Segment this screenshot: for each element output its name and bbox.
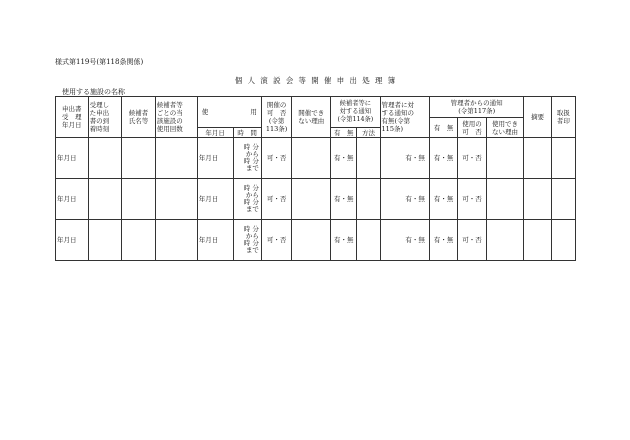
- header-use-count: 候補者等 ごとの当 該施設の 使用回数: [155, 97, 197, 138]
- cell-notice-manager: 有・無: [380, 179, 429, 220]
- cell-fm-yes-no: 有・無: [429, 138, 457, 179]
- cell-fm-use: 可・否: [458, 138, 486, 179]
- cell-nc-yes-no: 有・無: [331, 220, 357, 261]
- cell-use-time: 時 分 から 時 分 まで: [233, 220, 261, 261]
- cell-arrival-time: [88, 220, 122, 261]
- header-notice-candidate: 候補者等に 対する通知 (令第114条): [331, 97, 380, 128]
- cell-remarks: [524, 138, 551, 179]
- cell-use-date: 年月日: [197, 220, 233, 261]
- cell-notice-manager: 有・無: [380, 138, 429, 179]
- cell-nc-method: [357, 179, 380, 220]
- cell-use-time: 時 分 から 時 分 まで: [233, 138, 261, 179]
- header-fm-use: 使用の 可 否: [458, 118, 486, 138]
- cell-reason-not-held: [292, 220, 331, 261]
- facility-name-label: 使用する施設の名称: [62, 88, 125, 96]
- cell-possible: 可・否: [261, 220, 291, 261]
- cell-nc-method: [357, 138, 380, 179]
- header-fm-yes-no: 有 無: [429, 118, 457, 138]
- header-use-time: 時 間: [233, 128, 261, 138]
- header-from-manager: 管理者からの通知 (令第117条): [429, 97, 524, 118]
- table-row: [56, 220, 576, 261]
- header-reason-not-held: 開催でき ない理由: [292, 97, 331, 138]
- cell-handler: [551, 220, 575, 261]
- cell-fm-use: 可・否: [458, 220, 486, 261]
- cell-use-count: [155, 179, 197, 220]
- cell-arrival-time: [88, 138, 122, 179]
- header-remarks: 摘要: [524, 97, 551, 138]
- header-use-date: 年月日: [197, 128, 233, 138]
- cell-fm-yes-no: 有・無: [429, 220, 457, 261]
- cell-reason-not-held: [292, 179, 331, 220]
- table-row: [56, 138, 576, 179]
- header-receipt-date: 申出書 受 理 年月日: [56, 97, 89, 138]
- cell-remarks: [524, 220, 551, 261]
- header-notice-manager: 管理者に対 する通知の 有無(令第 115条): [380, 97, 429, 138]
- header-candidate-name: 候補者 氏名等: [122, 97, 156, 138]
- header-use: 使 用: [197, 97, 261, 128]
- header-possible: 開催の 可 否 (令第 113条): [261, 97, 291, 138]
- form-number: 様式第119号(第118条関係): [55, 58, 144, 66]
- cell-fm-yes-no: 有・無: [429, 179, 457, 220]
- cell-candidate: [122, 179, 156, 220]
- header-fm-reason: 使用でき ない理由: [486, 118, 524, 138]
- cell-possible: 可・否: [261, 138, 291, 179]
- cell-arrival-time: [88, 179, 122, 220]
- cell-received-date: 年月日: [56, 220, 89, 261]
- cell-fm-reason: [486, 138, 524, 179]
- cell-candidate: [122, 138, 156, 179]
- header-arrival-time: 受理し た申出 書の到 着時刻: [88, 97, 122, 138]
- cell-use-date: 年月日: [197, 138, 233, 179]
- document-title: 個 人 演 説 会 等 開 催 申 出 処 理 簿: [234, 76, 396, 85]
- cell-use-count: [155, 138, 197, 179]
- header-nc-method: 方法: [357, 128, 380, 138]
- cell-use-count: [155, 220, 197, 261]
- cell-nc-method: [357, 220, 380, 261]
- table-row: [56, 179, 576, 220]
- cell-notice-manager: 有・無: [380, 220, 429, 261]
- cell-handler: [551, 179, 575, 220]
- cell-fm-use: 可・否: [458, 179, 486, 220]
- cell-use-time: 時 分 から 時 分 まで: [233, 179, 261, 220]
- cell-reason-not-held: [292, 138, 331, 179]
- cell-use-date: 年月日: [197, 179, 233, 220]
- cell-candidate: [122, 220, 156, 261]
- processing-register-table: [55, 96, 576, 261]
- cell-fm-reason: [486, 179, 524, 220]
- cell-handler: [551, 138, 575, 179]
- cell-fm-reason: [486, 220, 524, 261]
- cell-received-date: 年月日: [56, 179, 89, 220]
- header-nc-yes-no: 有 無: [331, 128, 357, 138]
- cell-received-date: 年月日: [56, 138, 89, 179]
- cell-nc-yes-no: 有・無: [331, 179, 357, 220]
- cell-nc-yes-no: 有・無: [331, 138, 357, 179]
- cell-possible: 可・否: [261, 179, 291, 220]
- header-handler-seal: 取扱 者印: [551, 97, 575, 138]
- cell-remarks: [524, 179, 551, 220]
